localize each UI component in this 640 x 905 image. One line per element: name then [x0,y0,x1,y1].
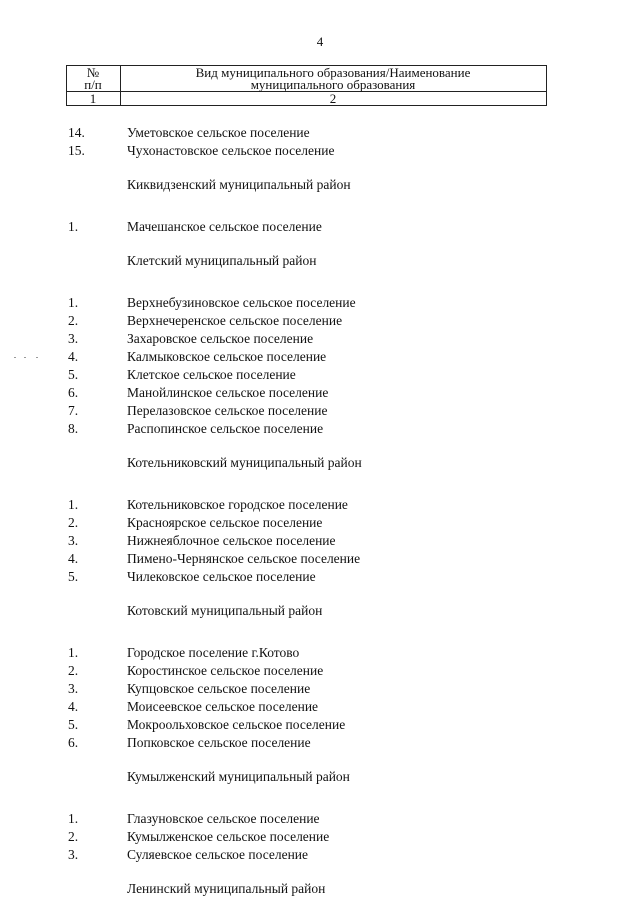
settlement-name: Распопинское сельское поселение [127,421,324,436]
header-col1-line1: № [86,65,100,80]
list-item [0,716,640,734]
list-item [0,142,640,160]
settlement-name: Попковское сельское поселение [127,735,311,750]
settlement-name: Чилековское сельское поселение [127,569,316,584]
list-item [0,366,640,384]
item-number: 4. [68,551,79,566]
item-number: 1. [68,811,79,826]
settlement-name: Верхнебузиновское сельское поселение [127,295,356,310]
scan-mark [36,357,38,358]
item-number: 7. [68,403,79,418]
settlement-name: Городское поселение г.Котово [127,645,300,660]
item-number: 3. [68,533,79,548]
item-number: 1. [68,219,79,234]
settlement-name: Перелазовское сельское поселение [127,403,328,418]
settlement-name: Мокроольховское сельское поселение [127,717,346,732]
item-number: 15. [68,143,85,158]
header-col2-line2: муниципального образования [250,77,416,92]
item-number: 5. [68,717,79,732]
scan-mark [24,357,26,358]
list-item [0,312,640,330]
district-heading: Кумылженский муниципальный район [127,769,350,784]
list-item [0,402,640,420]
list-item [0,496,640,514]
list-item [0,348,640,366]
list-item [0,124,640,142]
settlement-name: Кумылженское сельское поселение [127,829,330,844]
settlement-name: Клетское сельское поселение [127,367,296,382]
item-number: 6. [68,735,79,750]
district-heading: Ленинский муниципальный район [127,881,326,896]
item-number: 5. [68,569,79,584]
item-number: 4. [68,349,79,364]
list-item [0,514,640,532]
item-number: 2. [68,313,79,328]
item-number: 3. [68,847,79,862]
list-item [0,568,640,586]
list-item [0,532,640,550]
item-number: 3. [68,331,79,346]
settlement-name: Нижнеяблочное сельское поселение [127,533,336,548]
header-col2-line1: Вид муниципального образования/Наименование [195,65,471,80]
settlement-name: Коростинское сельское поселение [127,663,324,678]
list-item [0,420,640,438]
settlement-name: Глазуновское сельское поселение [127,811,320,826]
district-heading: Котовский муниципальный район [127,603,323,618]
item-number: 14. [68,125,85,140]
district-heading: Котельниковский муниципальный район [127,455,362,470]
district-heading: Клетский муниципальный район [127,253,317,268]
settlement-name: Верхнечеренское сельское поселение [127,313,343,328]
item-number: 5. [68,367,79,382]
district-heading: Киквидзенский муниципальный район [127,177,351,192]
header-bottom-border [66,105,547,106]
scan-mark [14,357,16,358]
item-number: 1. [68,645,79,660]
item-number: 1. [68,497,79,512]
settlement-name: Котельниковское городское поселение [127,497,348,512]
settlement-name: Моисеевское сельское поселение [127,699,319,714]
list-item [0,330,640,348]
list-item [0,698,640,716]
settlement-name: Уметовское сельское поселение [127,125,310,140]
header-right-border [546,65,547,105]
settlement-name: Захаровское сельское поселение [127,331,314,346]
list-item [0,294,640,312]
settlement-name: Купцовское сельское поселение [127,681,311,696]
list-item [0,662,640,680]
item-number: 8. [68,421,79,436]
item-number: 3. [68,681,79,696]
item-number: 2. [68,515,79,530]
list-item [0,810,640,828]
settlement-name: Красноярское сельское поселение [127,515,323,530]
item-number: 4. [68,699,79,714]
list-item [0,846,640,864]
settlement-name: Пимено-Чернянское сельское поселение [127,551,361,566]
list-item [0,828,640,846]
list-item [0,734,640,752]
item-number: 1. [68,295,79,310]
list-item [0,644,640,662]
item-number: 2. [68,663,79,678]
settlement-name: Мачешанское сельское поселение [127,219,322,234]
settlement-name: Манойлинское сельское поселение [127,385,329,400]
list-item [0,384,640,402]
item-number: 6. [68,385,79,400]
settlement-name: Суляевское сельское поселение [127,847,309,862]
item-number: 2. [68,829,79,844]
page-number: 4 [316,34,324,49]
list-item [0,680,640,698]
header-col1-line2: п/п [84,77,102,92]
header-col2-index: 2 [329,91,337,106]
list-item [0,218,640,236]
list-item [0,550,640,568]
settlement-name: Калмыковское сельское поселение [127,349,327,364]
settlement-name: Чухонастовское сельское поселение [127,143,335,158]
header-col1-index: 1 [89,91,97,106]
